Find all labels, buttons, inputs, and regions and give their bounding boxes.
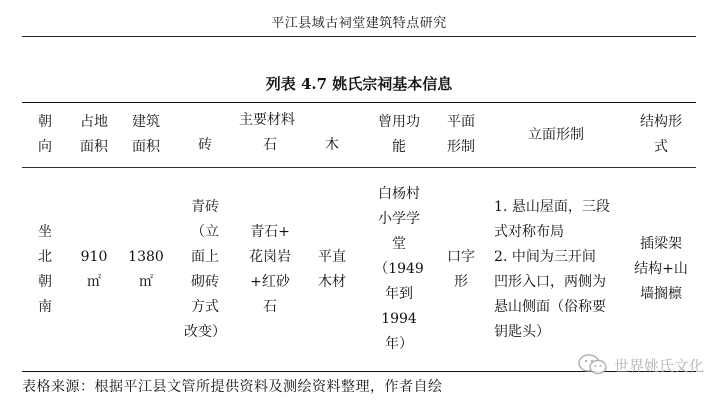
header-former-use: 曾用功 能 xyxy=(362,103,436,168)
header-plan: 平面 形制 xyxy=(436,103,486,168)
header-area: 占地 面积 xyxy=(68,103,120,168)
header-wood: 木 xyxy=(302,133,362,168)
header-facade: 立面形制 xyxy=(486,103,626,168)
cell-building-area: 1380 ㎡ xyxy=(120,168,172,372)
wechat-icon xyxy=(578,354,608,376)
watermark xyxy=(578,354,704,376)
cell-stone: 青石+ 花岗岩 +红砂 石 xyxy=(238,168,302,372)
table-caption: 列表 4.7 姚氏宗祠基本信息 xyxy=(265,75,453,93)
watermark-text: 世界姚氏文化 xyxy=(613,356,704,375)
header-row-1 xyxy=(22,103,696,134)
header-materials: 主要材料 xyxy=(172,103,362,134)
table-source-note: 表格来源：根据平江县文管所提供资料及测绘资料整理，作者自绘 xyxy=(22,379,443,395)
cell-structure: 插梁架 结构+山 墙搁檩 xyxy=(626,168,696,372)
header-building-area: 建筑 面积 xyxy=(120,103,172,168)
cell-area: 910 ㎡ xyxy=(68,168,120,372)
cell-former-use: 白杨村 小学学 堂 （1949 年到 1994 年） xyxy=(362,168,436,372)
info-table xyxy=(22,102,696,372)
cell-brick: 青砖 （立 面上 砌砖 方式 改变） xyxy=(172,168,238,372)
cell-facade: 1. 悬山屋面，三段 式对称布局 2. 中间为三开间 凹形入口，两侧为 悬山侧面（俗称要 钥匙头） xyxy=(486,168,626,372)
header-orientation: 朝 向 xyxy=(22,103,68,168)
running-head: 平江县域古祠堂建筑特点研究 xyxy=(271,16,447,31)
header-brick: 砖 xyxy=(172,133,238,168)
cell-wood: 平直 木材 xyxy=(302,168,362,372)
cell-orientation: 坐北朝南 xyxy=(22,168,68,372)
header-stone: 石 xyxy=(238,133,302,168)
cell-plan: 口字 形 xyxy=(436,168,486,372)
header-structure: 结构形 式 xyxy=(626,103,696,168)
data-row xyxy=(22,168,696,372)
header-rule xyxy=(22,36,696,37)
